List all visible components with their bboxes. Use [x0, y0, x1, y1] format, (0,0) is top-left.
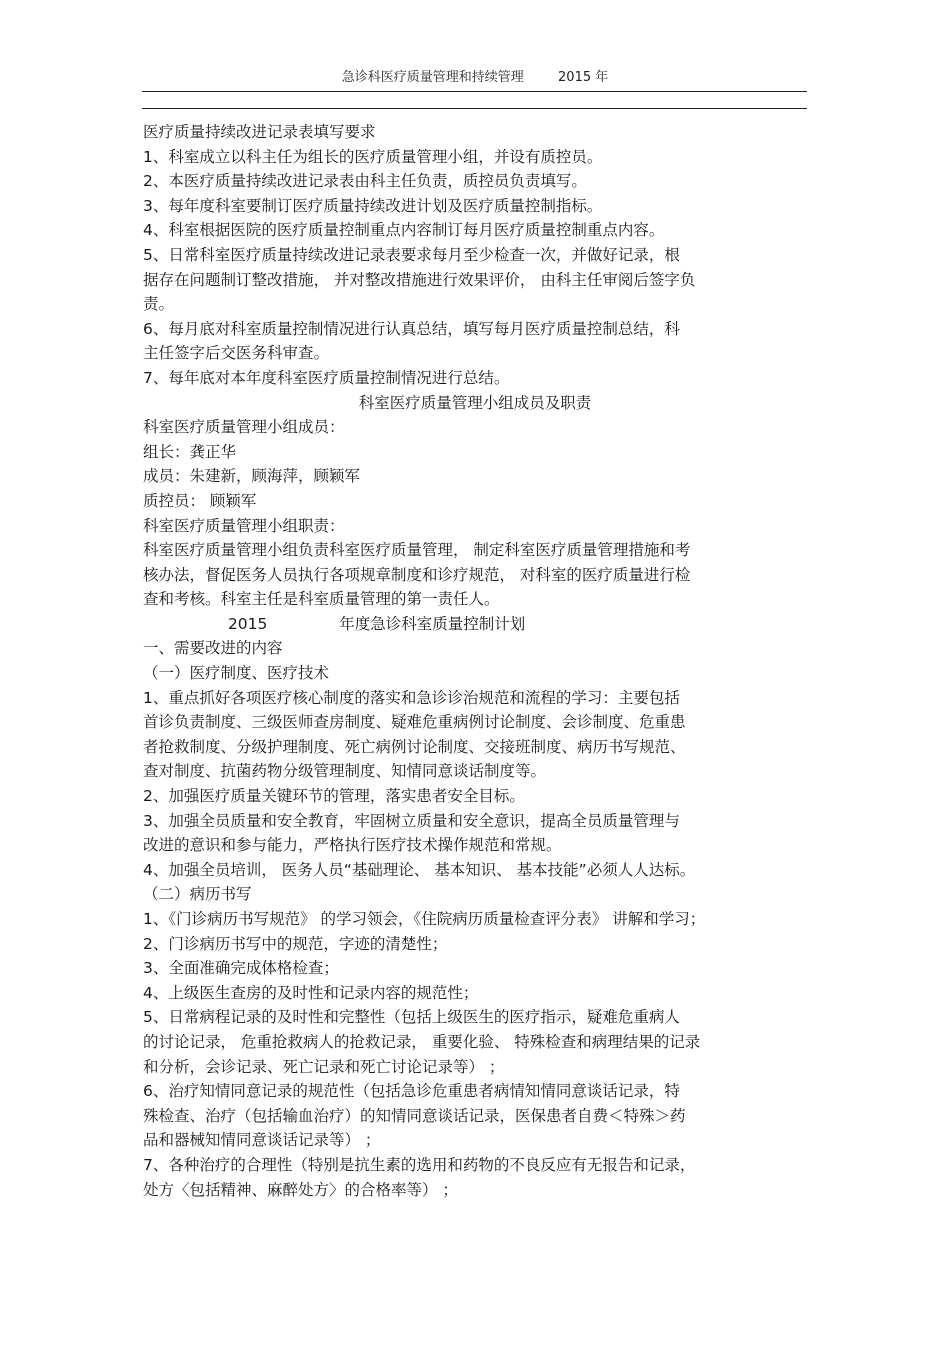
section2-title: 科室医疗质量管理小组成员及职责: [358, 393, 592, 412]
section2-line: 核办法，督促医务人员执行各项规章制度和诊疗规范， 对科室的医疗质量进行检: [143, 565, 691, 584]
section1-line: 3、每年度科室要制订医疗质量持续改进计划及医疗质量控制指标。: [143, 196, 603, 215]
section1-line: 4、科室根据医院的医疗质量控制重点内容制订每月医疗质量控制重点内容。: [143, 221, 665, 240]
section1-line: 6、每月底对科室质量控制情况进行认真总结，填写每月医疗质量控制总结，科: [143, 319, 680, 338]
section3-line: （一）医疗制度、医疗技术: [143, 664, 330, 683]
header-rule-top: [142, 91, 807, 92]
section3-line: 7、各种治疗的合理性（特别是抗生素的选用和药物的不良反应有无报告和记录，: [143, 1155, 696, 1174]
section3-line: 品和器械知情同意谈话记录等） ；: [143, 1131, 381, 1150]
section3-line: （二）病历书写: [143, 885, 252, 904]
section3-title-text: 年度急诊科室质量控制计划: [339, 614, 526, 633]
header-rule-bottom: [142, 108, 807, 109]
document-body: [143, 120, 807, 1202]
section2-line: 科室医疗质量管理小组成员：: [143, 418, 345, 437]
section2-line: 科室医疗质量管理小组职责：: [143, 516, 345, 535]
section2-line: 科室医疗质量管理小组负责科室医疗质量管理， 制定科室医疗质量管理措施和考: [143, 541, 691, 560]
section3-line: 的讨论记录， 危重抢救病人的抢救记录， 重要化验、 特殊检查和病理结果的记录: [143, 1032, 701, 1051]
section3-line: 3、加强全员质量和安全教育，牢固树立质量和安全意识，提高全员质量管理与: [143, 811, 680, 830]
section3-line: 1、重点抓好各项医疗核心制度的落实和急诊诊治规范和流程的学习：主要包括: [143, 688, 680, 707]
section3-line: 4、上级医生查房的及时性和记录内容的规范性；: [143, 983, 479, 1002]
section2-line: 质控员： 顾颖军: [143, 491, 257, 510]
section3-line: 2、加强医疗质量关键环节的管理，落实患者安全目标。: [143, 787, 525, 806]
section1-line: 2、本医疗质量持续改进记录表由科主任负责，质控员负责填写。: [143, 172, 587, 191]
section3-line: 首诊负责制度、三级医师查房制度、疑难危重病例讨论制度、会诊制度、危重患: [143, 713, 686, 732]
section1-line: 7、每年底对本年度科室医疗质量控制情况进行总结。: [143, 368, 510, 387]
section3-line: 查对制度、抗菌药物分级管理制度、知情同意谈话制度等。: [143, 762, 547, 781]
section1-line: 1、科室成立以科主任为组长的医疗质量管理小组，并设有质控员。: [143, 147, 603, 166]
section2-line: 查和考核。科室主任是科室质量管理的第一责任人。: [143, 590, 500, 609]
section3-line: 者抢救制度、分级护理制度、死亡病例讨论制度、交接班制度、病历书写规范、: [143, 737, 686, 756]
section3-line: 和分析，会诊记录、死亡记录和死亡讨论记录等） ；: [143, 1057, 505, 1076]
section1-line: 责。: [143, 295, 175, 314]
section1-line: 5、日常科室医疗质量持续改进记录表要求每月至少检查一次，并做好记录，根: [143, 245, 680, 264]
header-title: 急诊科医疗质量管理和持续管理: [341, 70, 524, 85]
section1-line: 主任签字后交医务科审查。: [143, 344, 330, 363]
section3-line: 4、加强全员培训， 医务人员“基础理论、 基本知识、 基本技能”必须人人达标。: [143, 860, 696, 879]
section3-title-year: 2015: [227, 614, 268, 633]
section3-line: 处方〈包括精神、麻醉处方〉的合格率等） ；: [143, 1180, 458, 1199]
section1-line: 据存在问题制订整改措施， 并对整改措施进行效果评价， 由科主任审阅后签字负: [143, 270, 696, 289]
section3-line: 一、需要改进的内容: [143, 639, 283, 658]
section2-line: 组长：龚正华: [143, 442, 237, 461]
header-year: 2015 年: [558, 70, 609, 85]
section3-line: 2、门诊病历书写中的规范，字迹的清楚性；: [143, 934, 448, 953]
section2-line: 成员：朱建新，顾海萍，顾颖军: [143, 467, 361, 486]
section3-line: 1、《门诊病历书写规范》 的学习领会，《住院病历质量检查评分表》 讲解和学习；: [143, 910, 706, 928]
section3-line: 6、治疗知情同意记录的规范性（包括急诊危重患者病情知情同意谈话记录，特: [143, 1082, 680, 1101]
section3-line: 5、日常病程记录的及时性和完整性（包括上级医生的医疗指示，疑难危重病人: [143, 1008, 680, 1027]
page-header: [0, 66, 950, 85]
section3-line: 3、全面准确完成体格检查；: [143, 959, 339, 978]
section3-title: [143, 612, 807, 637]
section3-line: 殊检查、治疗（包括输血治疗）的知情同意谈话记录，医保患者自费＜特殊＞药: [143, 1106, 686, 1125]
section1-heading: 医疗质量持续改进记录表填写要求: [143, 123, 376, 141]
section3-line: 改进的意识和参与能力，严格执行医疗技术操作规范和常规。: [143, 836, 562, 855]
